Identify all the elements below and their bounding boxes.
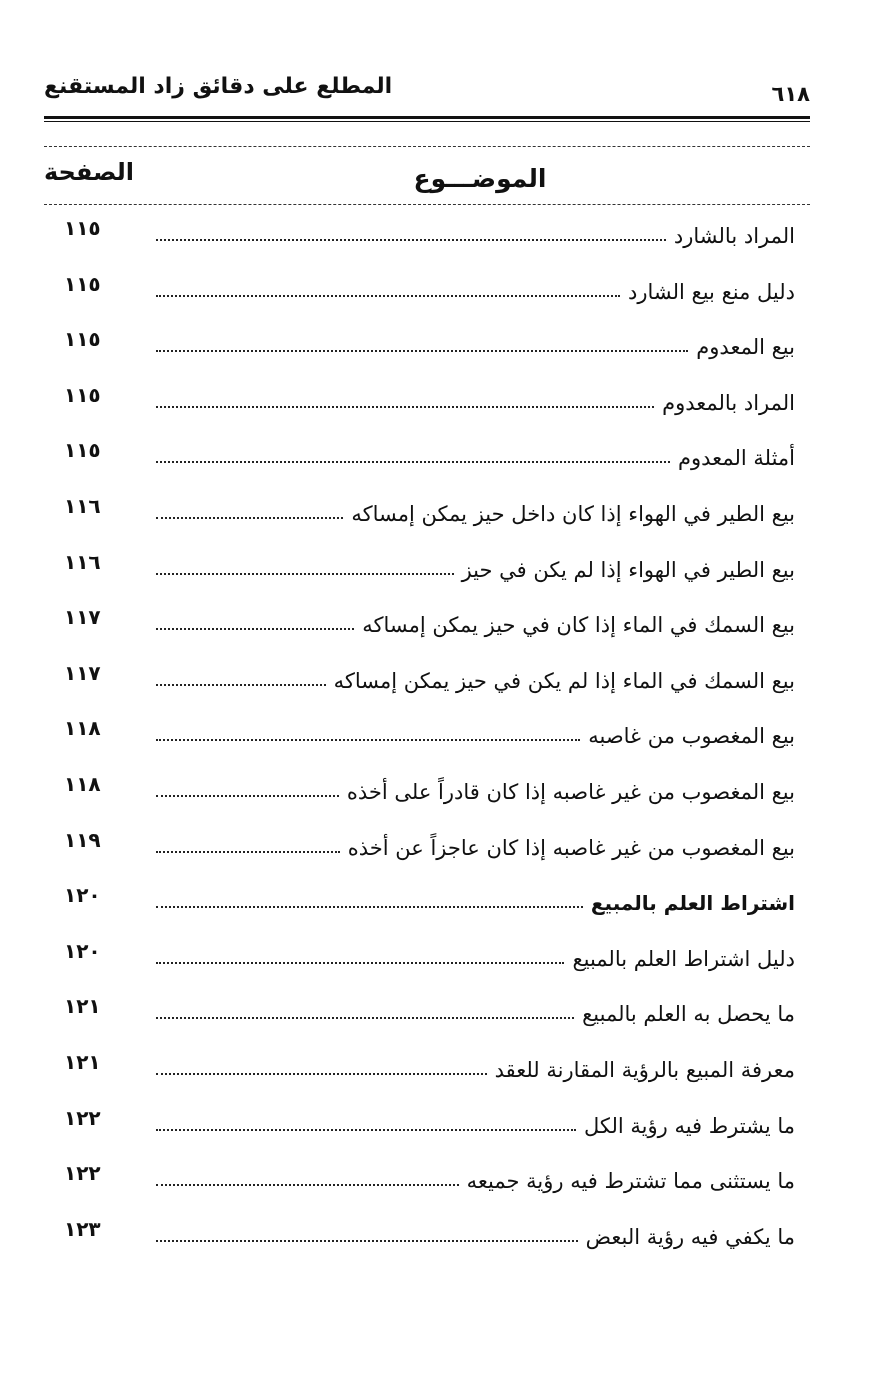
toc-entry-page-number: ١١٨ bbox=[64, 716, 101, 741]
page-number: ٦١٨ bbox=[771, 82, 810, 106]
toc-entry-line bbox=[156, 1002, 795, 1042]
toc-entry bbox=[0, 661, 873, 717]
toc-entry bbox=[0, 550, 873, 606]
dot-leader bbox=[156, 350, 688, 352]
toc-entry-page-number: ١١٨ bbox=[64, 771, 101, 796]
toc-entry bbox=[0, 994, 873, 1050]
toc-entry-line bbox=[156, 613, 795, 653]
toc-entry-line bbox=[156, 780, 795, 820]
dot-leader bbox=[156, 461, 670, 463]
toc-entry bbox=[0, 1106, 873, 1162]
toc-entry-line bbox=[156, 724, 795, 764]
toc-entry-title: ما يستثنى مما تشترط فيه رؤية جميعه bbox=[466, 1169, 795, 1194]
toc-entry-line bbox=[156, 280, 795, 320]
toc-entry bbox=[0, 1050, 873, 1106]
toc-entry-title: ما يكفي فيه رؤية البعض bbox=[585, 1224, 795, 1249]
toc-entry-title: المراد بالشارد bbox=[673, 224, 795, 248]
dot-leader bbox=[156, 1240, 578, 1242]
toc-entry-page-number: ١١٦ bbox=[64, 549, 101, 574]
toc-entry-title: دليل اشتراط العلم بالمبيع bbox=[572, 946, 795, 971]
toc-entry-line bbox=[156, 1058, 795, 1098]
toc-entry bbox=[0, 438, 873, 494]
toc-entry-line bbox=[156, 446, 795, 486]
dot-leader bbox=[156, 295, 620, 297]
header-rule bbox=[44, 116, 810, 119]
toc-entry-title: أمثلة المعدوم bbox=[678, 446, 795, 471]
toc-entry-title: بيع الطير في الهواء إذا لم يكن في حيز bbox=[461, 557, 795, 582]
toc-entry-title: بيع المعدوم bbox=[696, 335, 795, 360]
toc-entry bbox=[0, 327, 873, 383]
toc-entry-title: ما يحصل به العلم بالمبيع bbox=[582, 1002, 795, 1027]
toc-entry bbox=[0, 716, 873, 772]
toc-entry-title: المراد بالمعدوم bbox=[662, 390, 795, 415]
dot-leader bbox=[156, 851, 340, 853]
topic-column-heading: الموضـــوع bbox=[413, 164, 547, 193]
toc-entry bbox=[0, 383, 873, 439]
toc-entry-title: بيع المغصوب من غير غاصبه إذا كان قادراً على أخذه bbox=[346, 779, 795, 804]
toc-entry bbox=[0, 1161, 873, 1217]
toc-entry-line bbox=[156, 1169, 795, 1209]
toc-entry-page-number: ١٢١ bbox=[64, 994, 101, 1019]
toc-entry bbox=[0, 828, 873, 884]
toc-entry-title: بيع السمك في الماء إذا لم يكن في حيز يمكن إمساكه bbox=[333, 668, 795, 693]
toc-entry-title: بيع المغصوب من غير غاصبه إذا كان عاجزاً عن أخذه bbox=[347, 835, 795, 860]
toc-entry-line bbox=[156, 502, 795, 542]
toc-entry-line bbox=[156, 947, 795, 987]
toc-entry bbox=[0, 939, 873, 995]
dashed-divider-top bbox=[44, 146, 810, 147]
running-header bbox=[44, 70, 810, 110]
toc-entry-line bbox=[156, 891, 795, 931]
toc-entry-page-number: ١١٥ bbox=[64, 382, 101, 407]
dot-leader bbox=[156, 1129, 576, 1131]
toc-entry-page-number: ١٢٢ bbox=[64, 1161, 101, 1186]
toc-entry-page-number: ١١٧ bbox=[64, 605, 101, 630]
dot-leader bbox=[156, 684, 326, 686]
dot-leader bbox=[156, 406, 654, 408]
toc-entry-page-number: ١٢٠ bbox=[64, 883, 101, 908]
toc-entry bbox=[0, 1217, 873, 1273]
toc-entry-page-number: ١٢٢ bbox=[64, 1105, 101, 1130]
header-rule-thin bbox=[44, 121, 810, 122]
dot-leader bbox=[156, 906, 583, 908]
dot-leader bbox=[156, 517, 343, 519]
book-title: المطلع على دقائق زاد المستقنع bbox=[44, 74, 393, 99]
toc-entry-line bbox=[156, 335, 795, 375]
toc-entries bbox=[0, 216, 873, 1272]
dot-leader bbox=[156, 1073, 487, 1075]
toc-entry-title: دليل منع بيع الشارد bbox=[628, 279, 795, 304]
toc-entry-page-number: ١١٥ bbox=[64, 271, 101, 296]
toc-entry bbox=[0, 772, 873, 828]
dot-leader bbox=[156, 628, 354, 630]
dot-leader bbox=[156, 739, 580, 741]
toc-entry-title: بيع المغصوب من غاصبه bbox=[588, 724, 795, 749]
toc-entry-line bbox=[156, 1114, 795, 1154]
dot-leader bbox=[156, 795, 339, 797]
toc-entry-title: بيع الطير في الهواء إذا كان داخل حيز يمكن إمساكه bbox=[351, 501, 795, 526]
toc-entry-line bbox=[156, 558, 795, 598]
toc-entry bbox=[0, 883, 873, 939]
toc-entry bbox=[0, 494, 873, 550]
dashed-divider-bottom bbox=[44, 204, 810, 205]
toc-entry-title: اشتراط العلم بالمبيع bbox=[590, 891, 795, 916]
toc-entry-page-number: ١١٩ bbox=[64, 827, 101, 852]
toc-entry-line bbox=[156, 1225, 795, 1265]
toc-entry-page-number: ١١٥ bbox=[64, 216, 101, 240]
page-column-heading: الصفحة bbox=[44, 158, 135, 186]
toc-entry-page-number: ١٢٠ bbox=[64, 938, 101, 963]
dot-leader bbox=[156, 962, 564, 964]
toc-entry-page-number: ١١٥ bbox=[64, 438, 101, 463]
toc-entry-page-number: ١١٥ bbox=[64, 327, 101, 352]
toc-entry-title: ما يشترط فيه رؤية الكل bbox=[583, 1113, 795, 1138]
dot-leader bbox=[156, 1017, 574, 1019]
toc-entry-page-number: ١١٦ bbox=[64, 493, 101, 518]
toc-entry bbox=[0, 605, 873, 661]
toc-entry-title: بيع السمك في الماء إذا كان في حيز يمكن إمساكه bbox=[362, 613, 795, 638]
toc-entry-page-number: ١٢١ bbox=[64, 1049, 101, 1074]
toc-entry-line bbox=[156, 836, 795, 876]
toc-entry-page-number: ١٢٣ bbox=[64, 1216, 101, 1241]
toc-entry bbox=[0, 216, 873, 272]
dot-leader bbox=[156, 573, 454, 575]
dot-leader bbox=[156, 1184, 459, 1186]
toc-entry-line bbox=[156, 224, 795, 264]
toc-entry-page-number: ١١٧ bbox=[64, 660, 101, 685]
toc-entry bbox=[0, 272, 873, 328]
toc-entry-title: معرفة المبيع بالرؤية المقارنة للعقد bbox=[494, 1057, 795, 1082]
toc-entry-line bbox=[156, 669, 795, 709]
toc-entry-line bbox=[156, 391, 795, 431]
dot-leader bbox=[156, 239, 666, 241]
